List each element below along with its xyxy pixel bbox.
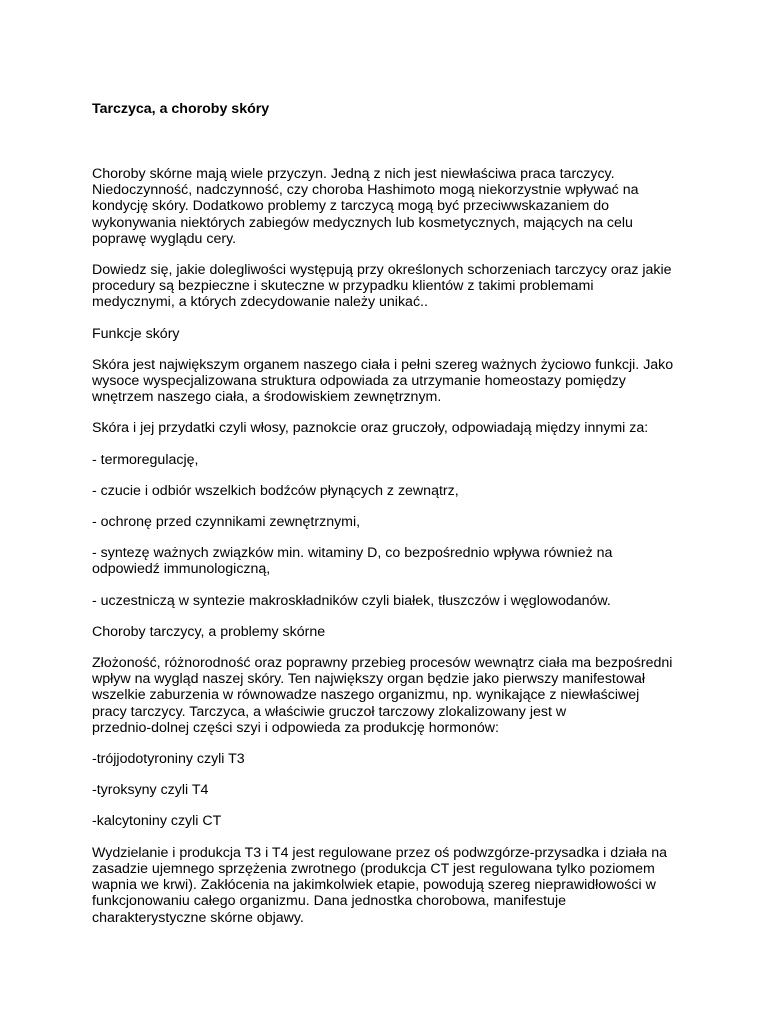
- paragraph: [92, 845, 682, 926]
- text-line: -trójjodotyroniny czyli T3: [92, 751, 245, 768]
- text-line: wszelkie zaburzenia w równowadze naszego organizmu, np. wynikające z niewłaściwej: [92, 687, 640, 704]
- paragraph: [92, 166, 682, 247]
- text-line: Wydzielanie i produkcja T3 i T4 jest regulowane przez oś podwzgórze-przysadka i działa na: [92, 844, 668, 861]
- text-line: zasadzie ujemnego sprzężenia zwrotnego (produkcja CT jest regulowana tylko poziomem: [92, 860, 655, 877]
- text-line: wnętrzem naszego ciała, a środowiskiem zewnętrznym.: [92, 389, 442, 406]
- text-line: Choroby skórne mają wiele przyczyn. Jedną z nich jest niewłaściwa praca tarczycy.: [92, 166, 615, 182]
- text-line: Dowiedz się, jakie dolegliwości występują przy określonych schorzeniach tarczycy oraz jakie: [92, 262, 672, 279]
- text-line: Niedoczynność, nadczynność, czy choroba Hashimoto mogą niekorzystnie wpływać na: [92, 182, 639, 199]
- paragraph: [92, 545, 682, 577]
- paragraph: [92, 357, 682, 406]
- paragraph: [92, 514, 682, 530]
- text-line: Choroby tarczycy, a problemy skórne: [92, 623, 326, 640]
- text-line: odpowiedź immunologiczną,: [92, 561, 271, 578]
- paragraph: [92, 624, 682, 640]
- document-page: [92, 100, 682, 941]
- text-line: - syntezę ważnych związków min. witaminy D, co bezpośrednio wpływa również na: [92, 545, 613, 562]
- paragraph: [92, 813, 682, 829]
- text-line: wapnia we krwi). Zakłócenia na jakimkolwiek etapie, powodują szereg nieprawidłowości w: [92, 877, 656, 894]
- text-line: funkcjonowaniu całego organizmu. Dana jednostka chorobowa, manifestuje: [92, 893, 566, 910]
- paragraph: [92, 326, 682, 342]
- text-line: wysoce wyspecjalizowana struktura odpowiada za utrzymanie homeostazy pomiędzy: [92, 373, 626, 390]
- paragraph: [92, 420, 682, 436]
- paragraph: [92, 483, 682, 499]
- text-line: przednio-dolnej części szyi i odpowieda za produkcję hormonów:: [92, 719, 499, 736]
- paragraph: [92, 262, 682, 311]
- text-line: Złożoność, różnorodność oraz poprawny przebieg procesów wewnątrz ciała ma bezpośredni: [92, 655, 673, 672]
- text-line: - czucie i odbiór wszelkich bodźców płynących z zewnątrz,: [92, 482, 459, 499]
- document-title: Tarczyca, a choroby skóry: [92, 101, 270, 117]
- paragraph: [92, 593, 682, 609]
- text-line: kondycję skóry. Dodatkowo problemy z tarczycą mogą być przeciwwskazaniem do: [92, 198, 609, 215]
- text-line: procedury są bezpieczne i skuteczne w przypadku klientów z takimi problemami: [92, 278, 594, 295]
- paragraph: [92, 782, 682, 798]
- paragraph: [92, 751, 682, 767]
- text-line: - uczestniczą w syntezie makroskładników czyli białek, tłuszczów i węglowodanów.: [92, 592, 611, 609]
- text-line: wykonywania niektórych zabiegów medycznych lub kosmetycznych, mających na celu: [92, 214, 633, 231]
- text-line: Skóra i jej przydatki czyli włosy, paznokcie oraz gruczoły, odpowiadają między innymi za:: [92, 420, 649, 437]
- paragraph: [92, 655, 682, 736]
- text-line: Funkcje skóry: [92, 325, 180, 342]
- text-line: wpływ na wygląd naszej skóry. Ten największy organ będzie jako pierwszy manifestował: [92, 671, 646, 688]
- text-line: pracy tarczycy. Tarczyca, a właściwie gruczoł tarczowy zlokalizowany jest w: [92, 703, 567, 720]
- text-line: Skóra jest największym organem naszego ciała i pełni szereg ważnych życiowo funkcji. Jako: [92, 356, 674, 373]
- text-line: - termoregulację,: [92, 451, 199, 468]
- text-line: -tyroksyny czyli T4: [92, 782, 209, 799]
- paragraph: [92, 452, 682, 468]
- text-line: - ochronę przed czynnikami zewnętrznymi,: [92, 514, 361, 531]
- text-line: medycznymi, a których zdecydowanie należy unikać..: [92, 294, 428, 311]
- text-line: poprawę wyglądu cery.: [92, 230, 237, 247]
- text-line: -kalcytoniny czyli CT: [92, 813, 222, 830]
- text-line: charakterystyczne skórne objawy.: [92, 909, 304, 926]
- document-body: [92, 166, 682, 926]
